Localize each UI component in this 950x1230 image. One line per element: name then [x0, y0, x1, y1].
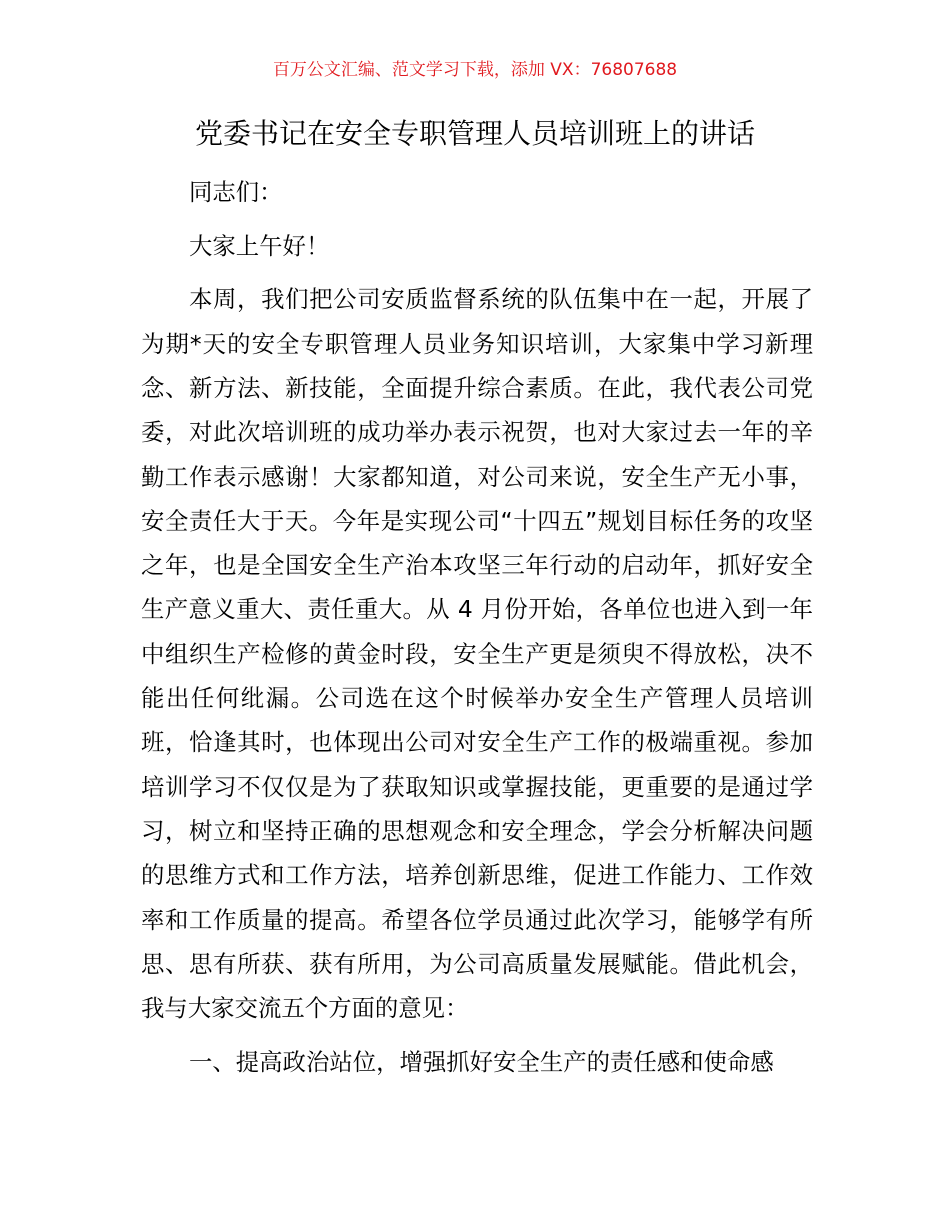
header-watermark-note: 百万公文汇编、范文学习下载，添加 VX：76807688: [272, 60, 678, 80]
paragraph-1: 本周，我们把公司安质监督系统的队伍集中在一起，开展了为期*天的安全专职管理人员业务知识培训，大家集中学习新理念、新方法、新技能，全面提升综合素质。在此，我代表公司党委，对此次培训班的成功举办表示祝贺，也对大家过去一年的辛勤工作表示感谢！大家都知道，对公司来说，安全生产无小事，安全责任大于天。今年是实现公司“十四五”规划目标任务的攻坚之年，也是全国安全生产治本攻坚三年行动的启动年，抓好安全生产意义重大、责任重大。从 4 月份开始，各单位也进入到一年中组织生产检修的黄金时段，安全生产更是须臾不得放松，决不能出任何纰漏。公司选在这个时候举办安全生产管理人员培训班，恰逢其时，也体现出公司对安全生产工作的极端重视。参加培训学习不仅仅是为了获取知识或掌握技能，更重要的是通过学习，树立和坚持正确的思想观念和安全理念，学会分析解决问题的思维方式和工作方法，培养创新思维，促进工作能力、工作效率和工作质量的提高。希望各位学员通过此次学习，能够学有所思、思有所获、获有所用，为公司高质量发展赋能。借此机会，我与大家交流五个方面的意见：: [141, 285, 813, 1023]
document-body: [141, 170, 813, 1094]
greeting: 大家上午好！: [189, 231, 330, 260]
salutation: 同志们：: [189, 178, 283, 206]
document-title: 党委书记在安全专职管理人员培训班上的讲话: [194, 117, 755, 150]
section-heading-1: 一、提高政治站位，增强抓好安全生产的责任感和使命感: [189, 1047, 774, 1076]
